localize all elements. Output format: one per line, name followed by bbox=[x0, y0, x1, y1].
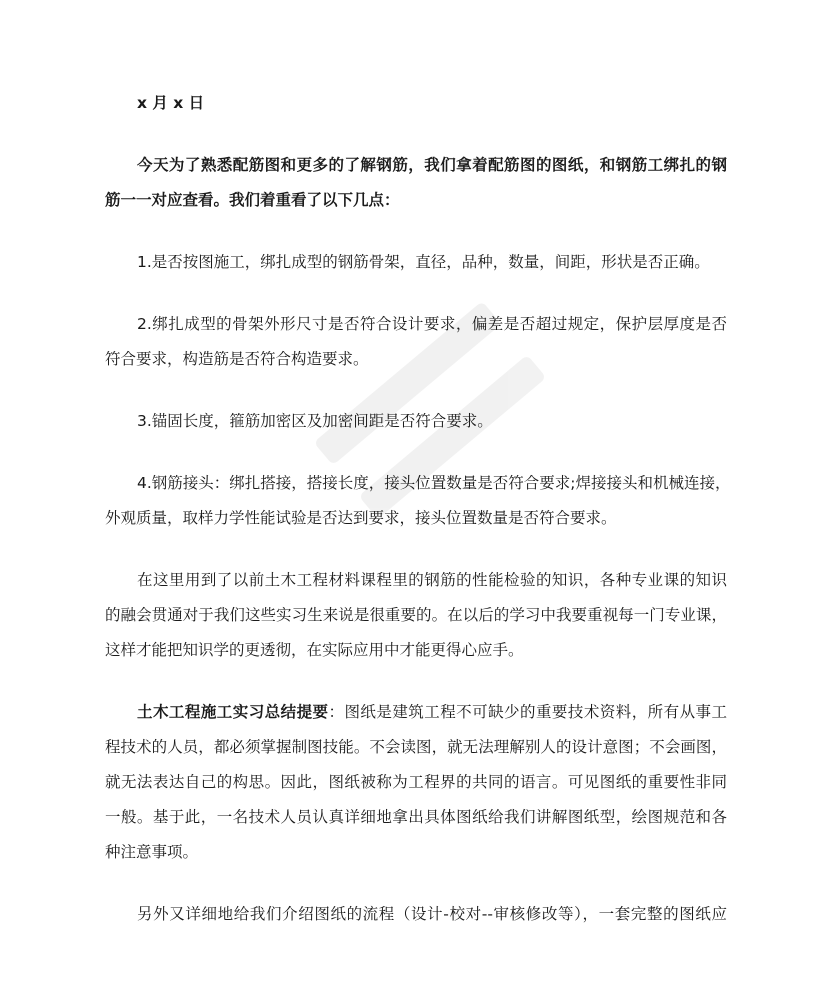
drawing-process-paragraph: 另外又详细地给我们介绍图纸的流程（设计-校对--审核修改等），一套完整的图纸应 bbox=[137, 905, 727, 923]
summary-paragraph: 土木工程施工实习总结提要：图纸是建筑工程不可缺少的重要技术资料，所有从事工 程技术的人员，都必须掌握制图技能。不会读图，就无法理解别人的设计意图；不会画图， 就无法表达自己的构思。因此，图纸被称为工程界的共同的语言。可见图纸的重要性非同 一般。基于此，一名技术人员认真详细地拿出具体图纸给我们讲解图纸型，绘图规范和各 种注意事项。 bbox=[105, 703, 727, 861]
reflection-paragraph: 在这里用到了以前土木工程材料课程里的钢筋的性能检验的知识，各种专业课的知识 的融会贯通对于我们这些实习生来说是很重要的。在以后的学习中我要重视每一门专业课， 这样才能把知识学的更透彻，在实际应用中才能更得心应手。 bbox=[105, 571, 727, 659]
date-heading: x 月 x 日 bbox=[137, 94, 205, 112]
intro-paragraph: 今天为了熟悉配筋图和更多的了解钢筋，我们拿着配筋图的图纸，和钢筋工绑扎的钢 筋一一对应查看。我们着重看了以下几点： bbox=[105, 156, 727, 209]
check-item-3: 3.锚固长度，箍筋加密区及加密间距是否符合要求。 bbox=[137, 412, 493, 430]
summary-heading: 土木工程施工实习总结提要 bbox=[137, 703, 329, 721]
check-item-2: 2.绑扎成型的骨架外形尺寸是否符合设计要求，偏差是否超过规定，保护层厚度是否 符合要求，构造筋是否符合构造要求。 bbox=[105, 315, 727, 368]
document-page bbox=[105, 86, 731, 959]
check-item-1: 1.是否按图施工，绑扎成型的钢筋骨架，直径，品种，数量，间距，形状是否正确。 bbox=[137, 253, 710, 271]
check-item-4: 4.钢筋接头：绑扎搭接，搭接长度，接头位置数量是否符合要求;焊接接头和机械连接， 外观质量，取样力学性能试验是否达到要求，接头位置数量是否符合要求。 bbox=[105, 474, 731, 527]
